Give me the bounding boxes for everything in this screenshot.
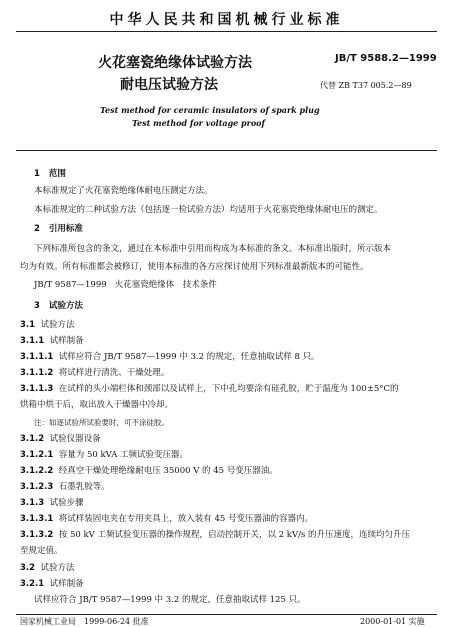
clause-text: 按 50 kV 工频试验变压器的操作规程，启动控制开关，以 2 kV/s 的升压速度，连续均匀升压 [58,530,411,540]
issuing-organization: 中华人民共和国机械行业标准 [109,12,344,28]
clause-number: 3.1.3 [20,498,45,508]
clause-number: 3.1.1.2 [20,368,54,378]
clause-number: 3.1.1.1 [20,352,54,362]
clause-continuation: 烘箱中烘干后，取出放入干燥器中冷却。 [20,400,174,410]
paragraph: 下列标准所包含的条文，通过在本标准中引用而构成为本标准的条文。本标准出版时，所示版本 [34,244,392,254]
clause-3-1-3-2 [20,530,410,541]
effective-date: 2000-01-01 实施 [360,617,425,626]
clause-title: 试验方法 [40,320,75,330]
clause-title: 试验仪器设备 [49,434,101,444]
paragraph: 本标准规定了火花塞瓷绝缘体耐电压测定方法。 [34,186,213,196]
referenced-standard [34,280,217,291]
section-1-heading [34,169,66,180]
approval-date: 国家机械工业局 1999-06-24 批准 [20,617,149,626]
section-3-heading [34,301,83,312]
clause-title: 试验步骤 [49,498,84,508]
section-title: 试验方法 [48,301,83,311]
clause-text: 在试样的头小端栏体和颈部以及试样上，下中孔均要涂有硅孔胶，贮于温度为 100±5°C的 [58,384,399,394]
english-subtitle: Test method for voltage proof [132,118,265,128]
clause-number: 3.1.3.1 [20,514,54,524]
clause-text: 将试样进行清洗、干燥处理。 [58,368,170,378]
reference-code: JB/T 9587—1999 [34,280,107,290]
clause-3-1-1 [20,336,84,347]
clause-number: 3.2 [20,563,36,573]
clause-text: 经真空干燥处理绝缘耐电压 35000 V 的 45 号变压器油。 [58,466,278,476]
clause-3-1-1-3 [20,384,398,395]
paragraph: 本标准规定的二种试验方法（包括逐一检试验方法）均适用于火花塞瓷绝缘体耐电压的测定。 [34,205,383,215]
reference-title: 火花塞瓷绝缘体 技术条件 [114,280,217,290]
clause-3-1-2-2 [20,466,278,477]
clause-text: 容量为 50 kVA 工频试验变压器。 [58,450,189,460]
paragraph: 试样应符合 JB/T 9587—1999 中 3.2 的规定，任意抽取试样 125 只。 [34,595,306,605]
clause-number: 3.1.2.2 [20,466,54,476]
clause-3-1-3 [20,498,84,509]
clause-number: 3.1.3.2 [20,530,54,540]
clause-3-2 [20,563,74,574]
section-2-heading [34,224,83,235]
clause-title: 试样制备 [49,579,84,589]
standard-code: JB/T 9588.2—1999 [335,53,437,64]
clause-number: 3.1.2 [20,434,45,444]
clause-3-1-1-1 [20,352,320,363]
title-rule [16,150,437,151]
clause-3-1 [20,320,74,331]
clause-3-1-3-1 [20,514,313,525]
clause-3-1-2-1 [20,450,188,461]
clause-3-1-2 [20,434,101,445]
clause-title: 试验方法 [40,563,75,573]
clause-number: 3.1.2.1 [20,450,54,460]
section-title: 引用标准 [48,224,83,234]
clause-number: 3.1 [20,320,36,330]
replaces-standard: 代替 ZB T37 005.2—89 [320,81,412,90]
clause-text: 石墨乳胶等。 [58,482,110,492]
clause-text: 将试样装固电夹在专用夹具上，放入装有 45 号变压器油的容器内。 [58,514,313,524]
clause-number: 3.1.1.3 [20,384,54,394]
header-rule [16,31,437,32]
note: 注：如逐试验所试验要时，可不涂硅胶。 [34,418,169,427]
section-title: 范围 [48,169,66,179]
section-number: 1 [34,169,40,179]
clause-3-1-2-3 [20,482,110,493]
document-title: 火花塞瓷绝缘体试验方法 [98,55,252,71]
section-number: 2 [34,224,40,234]
document-subtitle: 耐电压试验方法 [120,77,218,93]
clause-text: 试样应符合 JB/T 9587—1999 中 3.2 的规定，任意抽取试样 8 只。 [58,352,320,362]
english-title: Test method for ceramic insulators of spark plug [100,105,320,115]
paragraph: 均为有效。所有标准都会被修订，使用本标准的各方应探讨使用下列标准最新版本的可能性。 [20,262,369,272]
section-number: 3 [34,301,40,311]
clause-title: 试样制备 [49,336,84,346]
clause-continuation: 至规定值。 [20,546,63,556]
clause-3-2-1 [20,579,84,590]
footer-rule [16,614,437,615]
clause-number: 3.1.2.3 [20,482,54,492]
clause-number: 3.2.1 [20,579,45,589]
clause-number: 3.1.1 [20,336,45,346]
clause-3-1-1-2 [20,368,169,379]
